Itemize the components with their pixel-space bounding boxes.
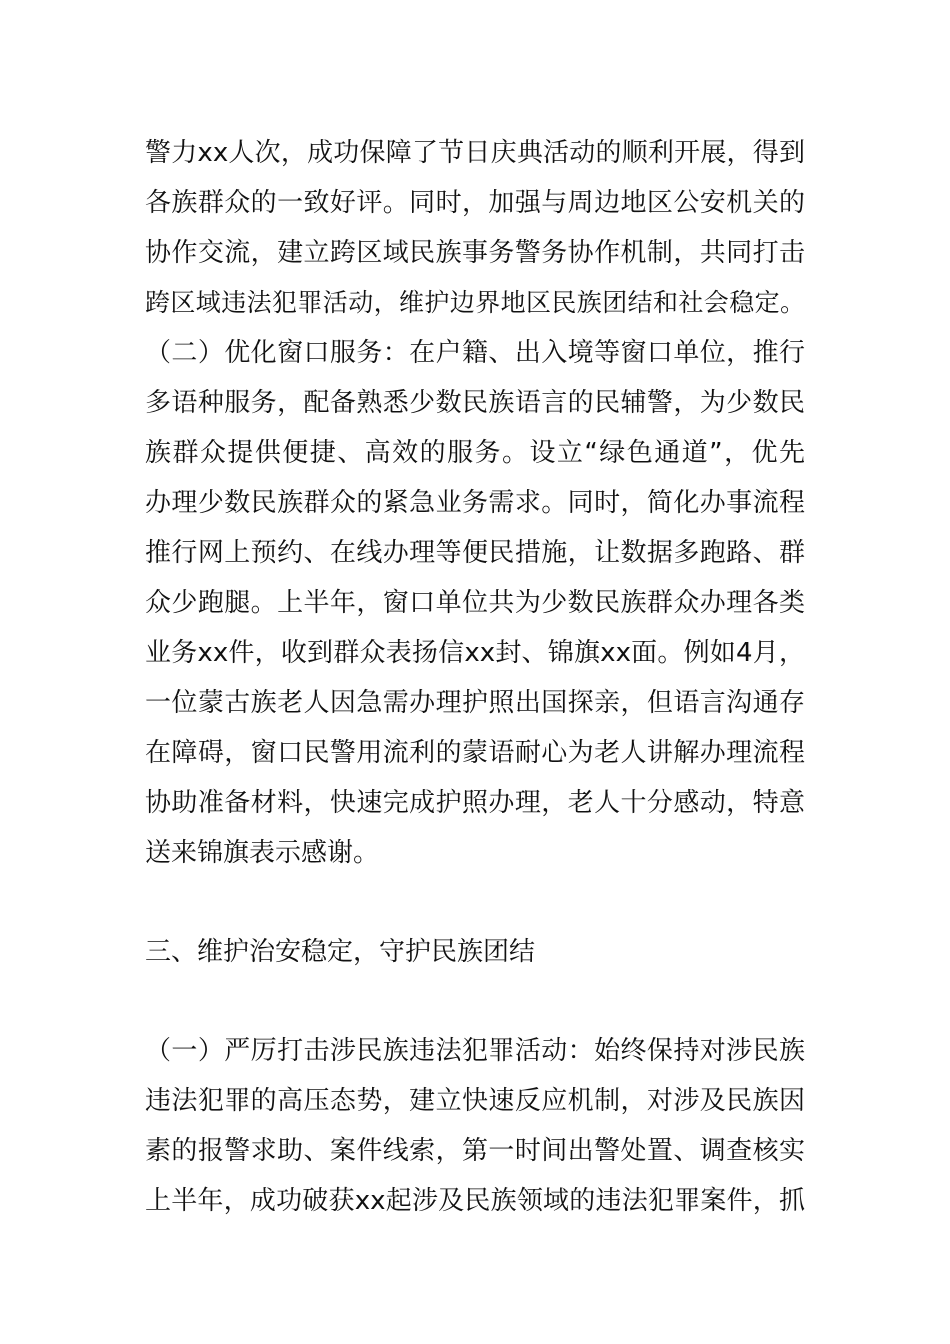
text-line-7: 族群众提供便捷、高效的服务。设立“绿色通道”，优先 bbox=[145, 438, 805, 468]
text-line-19: 素的报警求助、案件线索，第一时间出警处置、调查核实 bbox=[145, 1136, 805, 1166]
text-line-17: （一）严厉打击涉民族违法犯罪活动：始终保持对涉民族 bbox=[145, 1036, 805, 1066]
text-line-6: 多语种服务，配备熟悉少数民族语言的民辅警，为少数民 bbox=[145, 388, 805, 418]
text-line-12: 一位蒙古族老人因急需办理护照出国探亲，但语言沟通存 bbox=[145, 688, 805, 718]
text-line-1: 警力xx人次，成功保障了节日庆典活动的顺利开展，得到 bbox=[145, 138, 805, 168]
text-line-2: 各族群众的一致好评。同时，加强与周边地区公安机关的 bbox=[145, 188, 805, 218]
text-line-5: （二）优化窗口服务：在户籍、出入境等窗口单位，推行 bbox=[145, 338, 805, 368]
text-line-9: 推行网上预约、在线办理等便民措施，让数据多跑路、群 bbox=[145, 538, 805, 568]
text-line-8: 办理少数民族群众的紧急业务需求。同时，简化办事流程 bbox=[145, 488, 805, 518]
text-line-10: 众少跑腿。上半年，窗口单位共为少数民族群众办理各类 bbox=[145, 588, 805, 618]
section-heading: 三、维护治安稳定，守护民族团结 bbox=[145, 937, 536, 967]
text-line-18: 违法犯罪的高压态势，建立快速反应机制，对涉及民族因 bbox=[145, 1086, 805, 1116]
text-line-20: 上半年，成功破获xx起涉及民族领域的违法犯罪案件，抓 bbox=[145, 1186, 805, 1216]
text-line-4: 跨区域违法犯罪活动，维护边界地区民族团结和社会稳定。 bbox=[145, 288, 805, 317]
text-line-13: 在障碍，窗口民警用流利的蒙语耐心为老人讲解办理流程 bbox=[145, 738, 805, 768]
text-line-14: 协助准备材料，快速完成护照办理，老人十分感动，特意 bbox=[145, 788, 805, 818]
text-line-15: 送来锦旗表示感谢。 bbox=[145, 838, 380, 868]
text-line-3: 协作交流，建立跨区域民族事务警务协作机制，共同打击 bbox=[145, 238, 805, 268]
text-line-11: 业务xx件，收到群众表扬信xx封、锦旗xx面。例如4月， bbox=[145, 638, 805, 668]
